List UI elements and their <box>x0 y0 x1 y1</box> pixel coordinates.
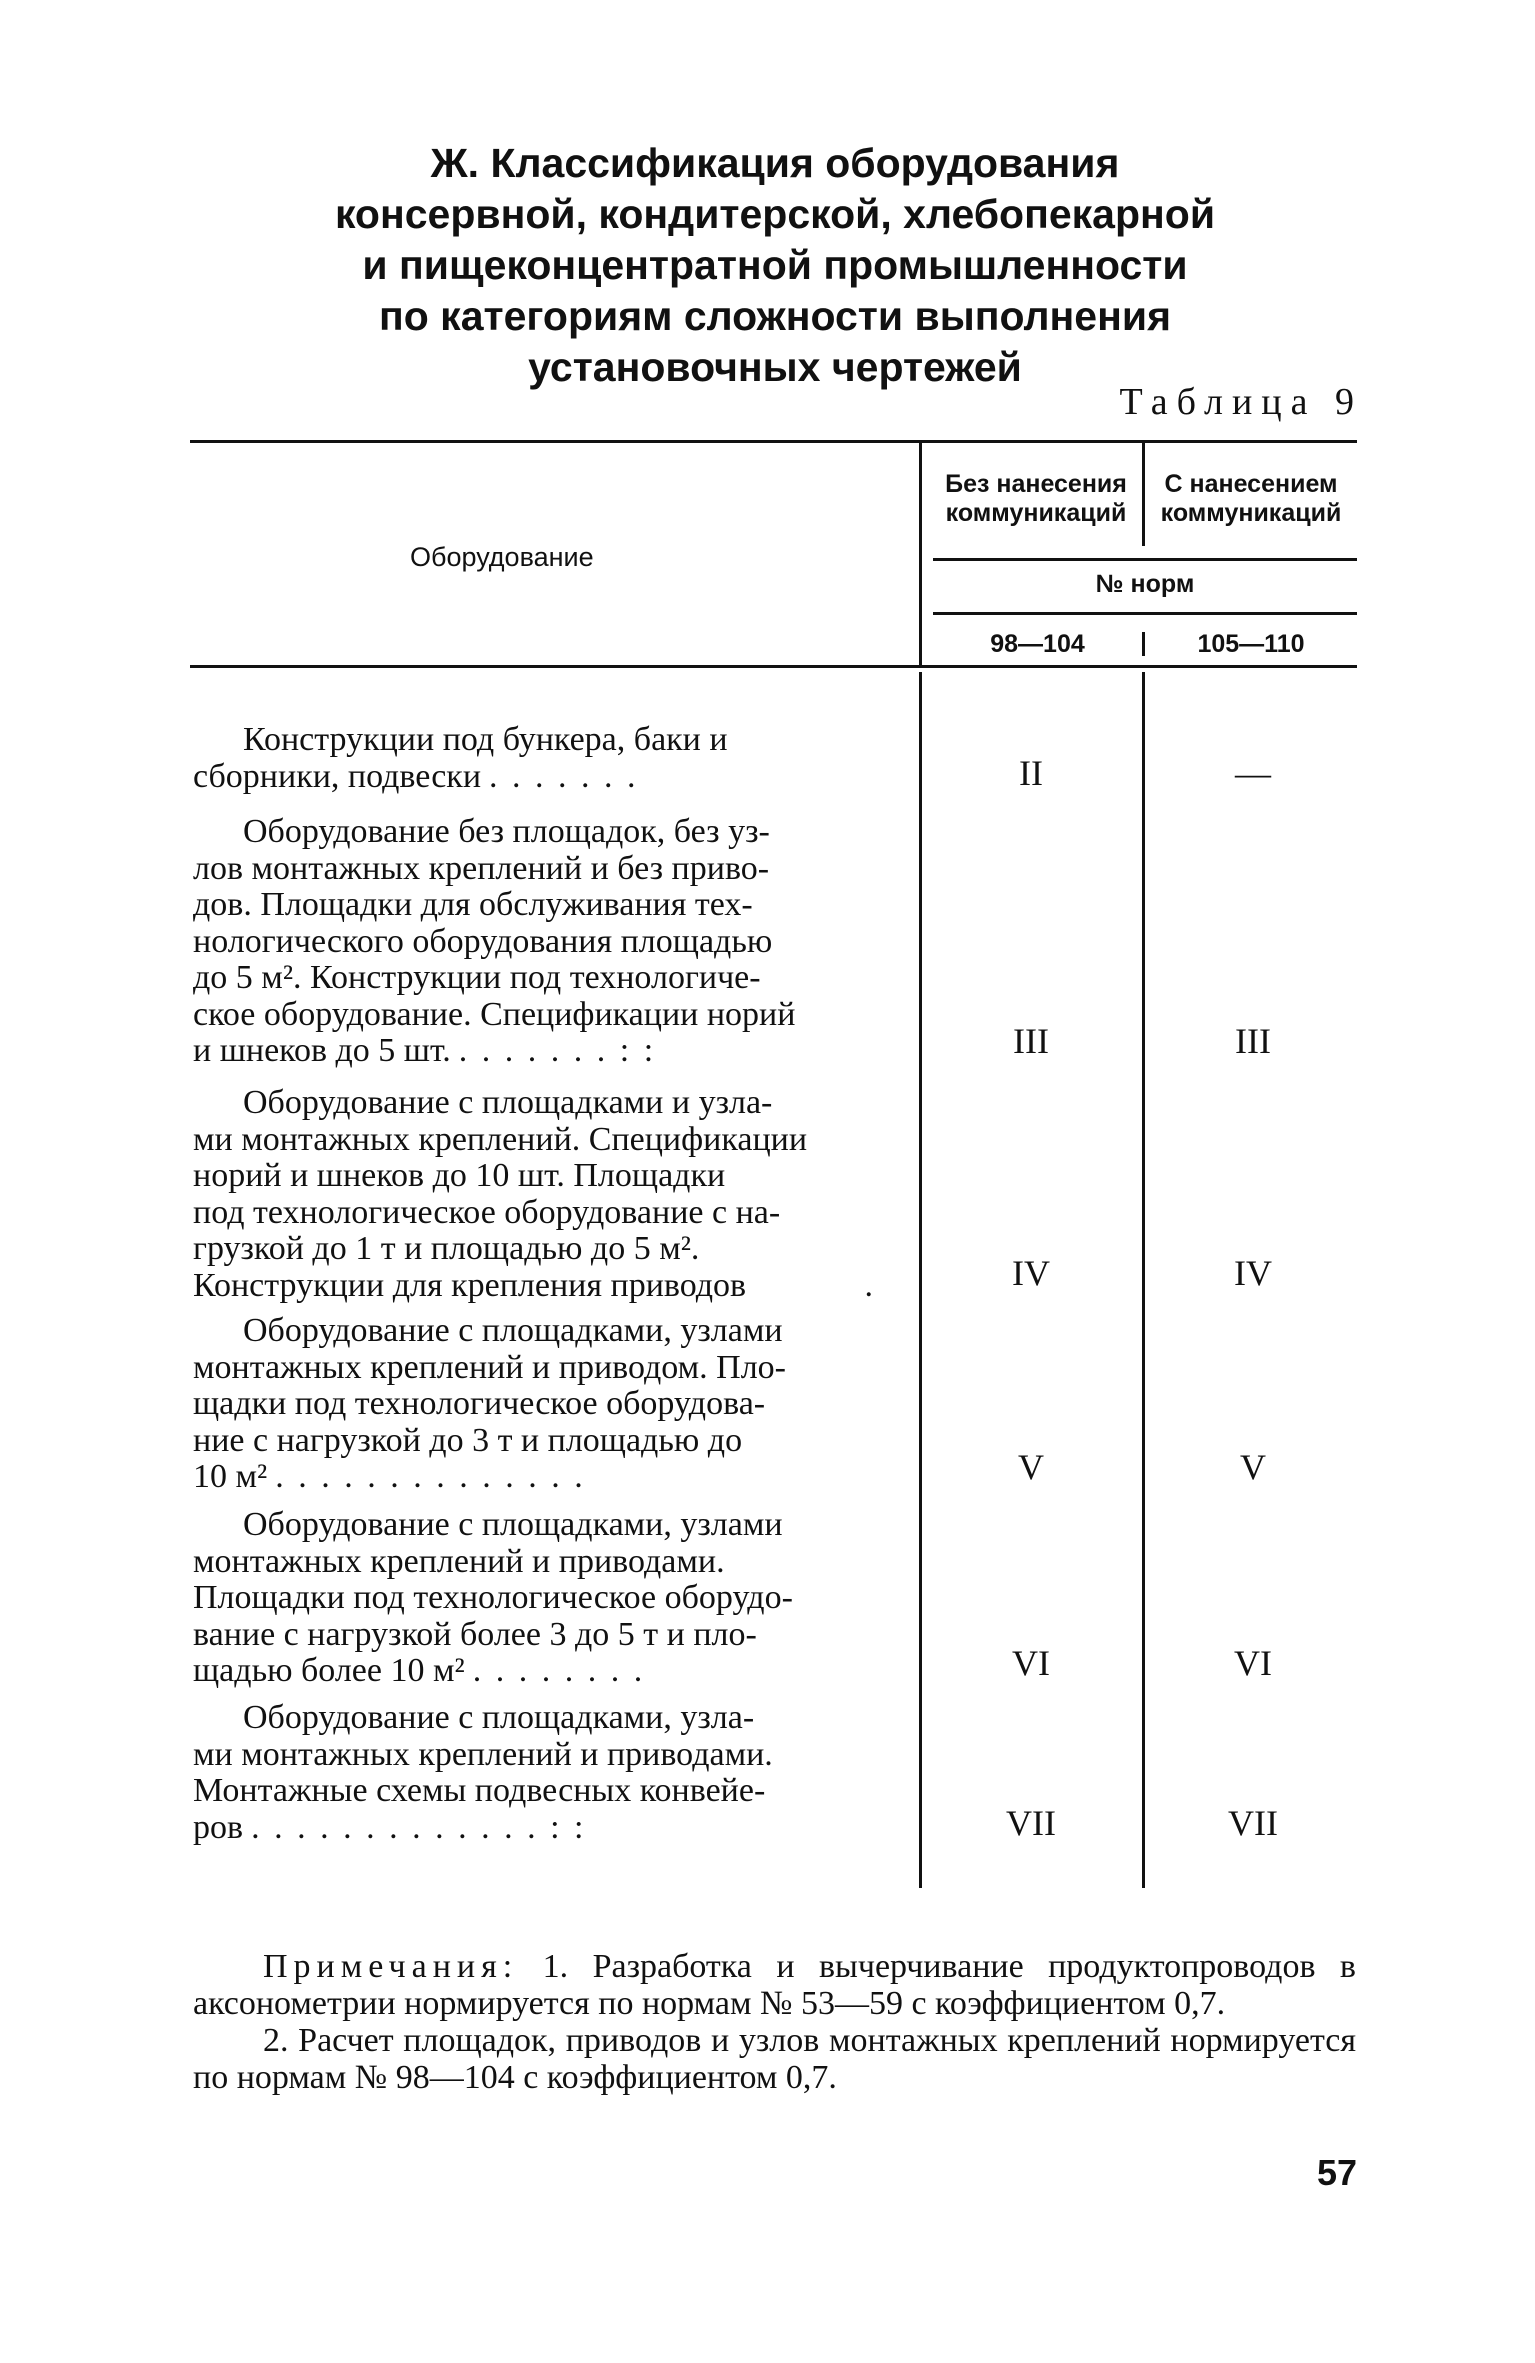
header-norms-rule <box>933 612 1357 615</box>
row-category-col2: VI <box>1234 1643 1272 1683</box>
row-line: Оборудование с площадками и узла- <box>243 1084 773 1121</box>
row-line: нологического оборудования площадью <box>193 922 773 960</box>
table-row-text <box>193 722 876 795</box>
row-category-col1: VI <box>1012 1643 1050 1683</box>
header-col1-line: коммуникаций <box>945 499 1127 527</box>
row-category-col2: V <box>1240 1447 1266 1487</box>
row-last-line <box>193 1033 876 1070</box>
row-last-text: Конструкции для крепления приводов <box>193 1266 747 1304</box>
column-divider-left <box>919 443 922 665</box>
table-row-text <box>193 814 876 1070</box>
title-line: консервной, кондитерской, хлебопекарной <box>334 191 1216 237</box>
header-col2-line: коммуникаций <box>1160 499 1342 527</box>
note-1-text: 1. Разработка и вычерчивание продуктопроводов в аксонометрии нормируется по нормам № 53—59 с коэффициентом 0,7. <box>193 1948 1356 2022</box>
row-category-col1: VII <box>1006 1803 1056 1843</box>
row-last-line <box>193 1459 876 1496</box>
table-row-text <box>193 1700 876 1846</box>
row-category-col1: III <box>1013 1021 1049 1061</box>
row-category-col1: IV <box>1012 1253 1050 1293</box>
row-line: норий и шнеков до 10 шт. Площадки <box>193 1157 726 1194</box>
header-equipment: Оборудование <box>410 542 594 572</box>
row-leader: . . . . . . . . <box>472 1653 646 1689</box>
row-last-text: сборники, подвески <box>193 757 482 795</box>
row-line: Оборудование с площадками, узлами <box>243 1506 783 1543</box>
note-2: 2. Расчет площадок, приводов и узлов монтажных креплений нормируется по нормам № 98—104 с коэффициентом 0,7. <box>193 2022 1356 2096</box>
column-divider-left-body <box>919 672 922 1888</box>
row-line: монтажных креплений и приводами. <box>193 1542 725 1580</box>
row-line: лов монтажных креплений и без приво- <box>193 849 770 887</box>
row-leader: . . . . . . . : : <box>458 1033 657 1069</box>
row-line: Оборудование с площадками, узлами <box>243 1312 783 1349</box>
row-last-text: и шнеков до 5 шт. <box>193 1032 451 1069</box>
table-label: Таблица 9 <box>1119 381 1363 423</box>
row-line: ми монтажных креплений и приводами. <box>193 1735 773 1773</box>
row-line: Оборудование без площадок, без уз- <box>243 813 770 850</box>
row-category-col2: VII <box>1228 1803 1278 1843</box>
row-line: ми монтажных креплений. Спецификации <box>193 1120 808 1158</box>
notes-label: Примечания: <box>263 1948 519 1985</box>
section-title <box>190 138 1360 393</box>
table-row-text <box>193 1313 876 1496</box>
page-number: 57 <box>1316 2152 1357 2193</box>
row-last-text: ров <box>193 1808 244 1846</box>
header-norms-label: № норм <box>1095 570 1195 598</box>
row-leader: . . . . . . . . . . . . . . <box>275 1459 586 1495</box>
row-line: вание с нагрузкой более 3 до 5 т и пло- <box>193 1615 757 1653</box>
row-last-text: 10 м² <box>193 1458 268 1495</box>
row-category-col2: III <box>1235 1021 1271 1061</box>
header-bottom-rule <box>190 665 1357 668</box>
table-row-text <box>193 1085 876 1304</box>
notes <box>193 1948 1356 2096</box>
row-leader: . . . . . . . <box>489 758 639 795</box>
row-line: Оборудование с площадками, узла- <box>243 1699 755 1736</box>
column-divider-middle-body <box>1142 672 1145 1888</box>
row-leader: . . . . . . . . . . . . . : : <box>251 1809 587 1846</box>
row-line: монтажных креплений и приводом. Пло- <box>193 1348 786 1386</box>
row-category-col1: V <box>1018 1447 1044 1487</box>
row-line: ние с нагрузкой до 3 т и площадью до <box>193 1421 743 1459</box>
row-category-col2: IV <box>1234 1253 1272 1293</box>
header-col2-title <box>1145 470 1357 528</box>
header-col1-line: Без нанесения <box>945 470 1127 498</box>
table-row-text <box>193 1507 876 1690</box>
row-line: Площадки под технологическое оборудо- <box>193 1579 793 1616</box>
note-1 <box>193 1948 1356 2022</box>
row-last-line <box>193 1268 876 1305</box>
row-line: Конструкции под бункера, баки и <box>243 721 728 758</box>
row-line: под технологическое оборудование с на- <box>193 1193 781 1231</box>
row-line: щадки под технологическое оборудова- <box>193 1385 766 1422</box>
header-col1-norms: 98—104 <box>990 630 1085 658</box>
row-line: ское оборудование. Спецификации норий <box>193 995 796 1033</box>
title-line: по категориям сложности выполнения <box>378 293 1171 339</box>
row-last-line <box>193 1810 876 1847</box>
row-leader: . <box>864 1267 876 1304</box>
row-last-text: щадью более 10 м² <box>193 1652 465 1689</box>
row-line: дов. Площадки для обслуживания тех- <box>193 886 753 923</box>
header-col2-line: С нанесением <box>1164 470 1338 498</box>
row-line: грузкой до 1 т и площадью до 5 м². <box>193 1230 700 1267</box>
title-line: Ж. Классификация оборудования <box>430 140 1120 186</box>
row-category-col2: — <box>1235 753 1271 793</box>
row-last-line <box>193 759 876 796</box>
row-last-line <box>193 1653 876 1690</box>
row-line: до 5 м². Конструкции под технологиче- <box>193 959 761 996</box>
title-line: установочных чертежей <box>528 344 1022 390</box>
header-mid-rule <box>933 558 1357 561</box>
header-col1-title <box>930 470 1142 528</box>
table-top-rule <box>190 440 1357 443</box>
row-category-col1: II <box>1019 753 1043 793</box>
row-line: Монтажные схемы подвесных конвейе- <box>193 1772 766 1809</box>
title-line: и пищеконцентратной промышленности <box>362 242 1188 288</box>
header-col2-norms: 105—110 <box>1197 630 1305 658</box>
